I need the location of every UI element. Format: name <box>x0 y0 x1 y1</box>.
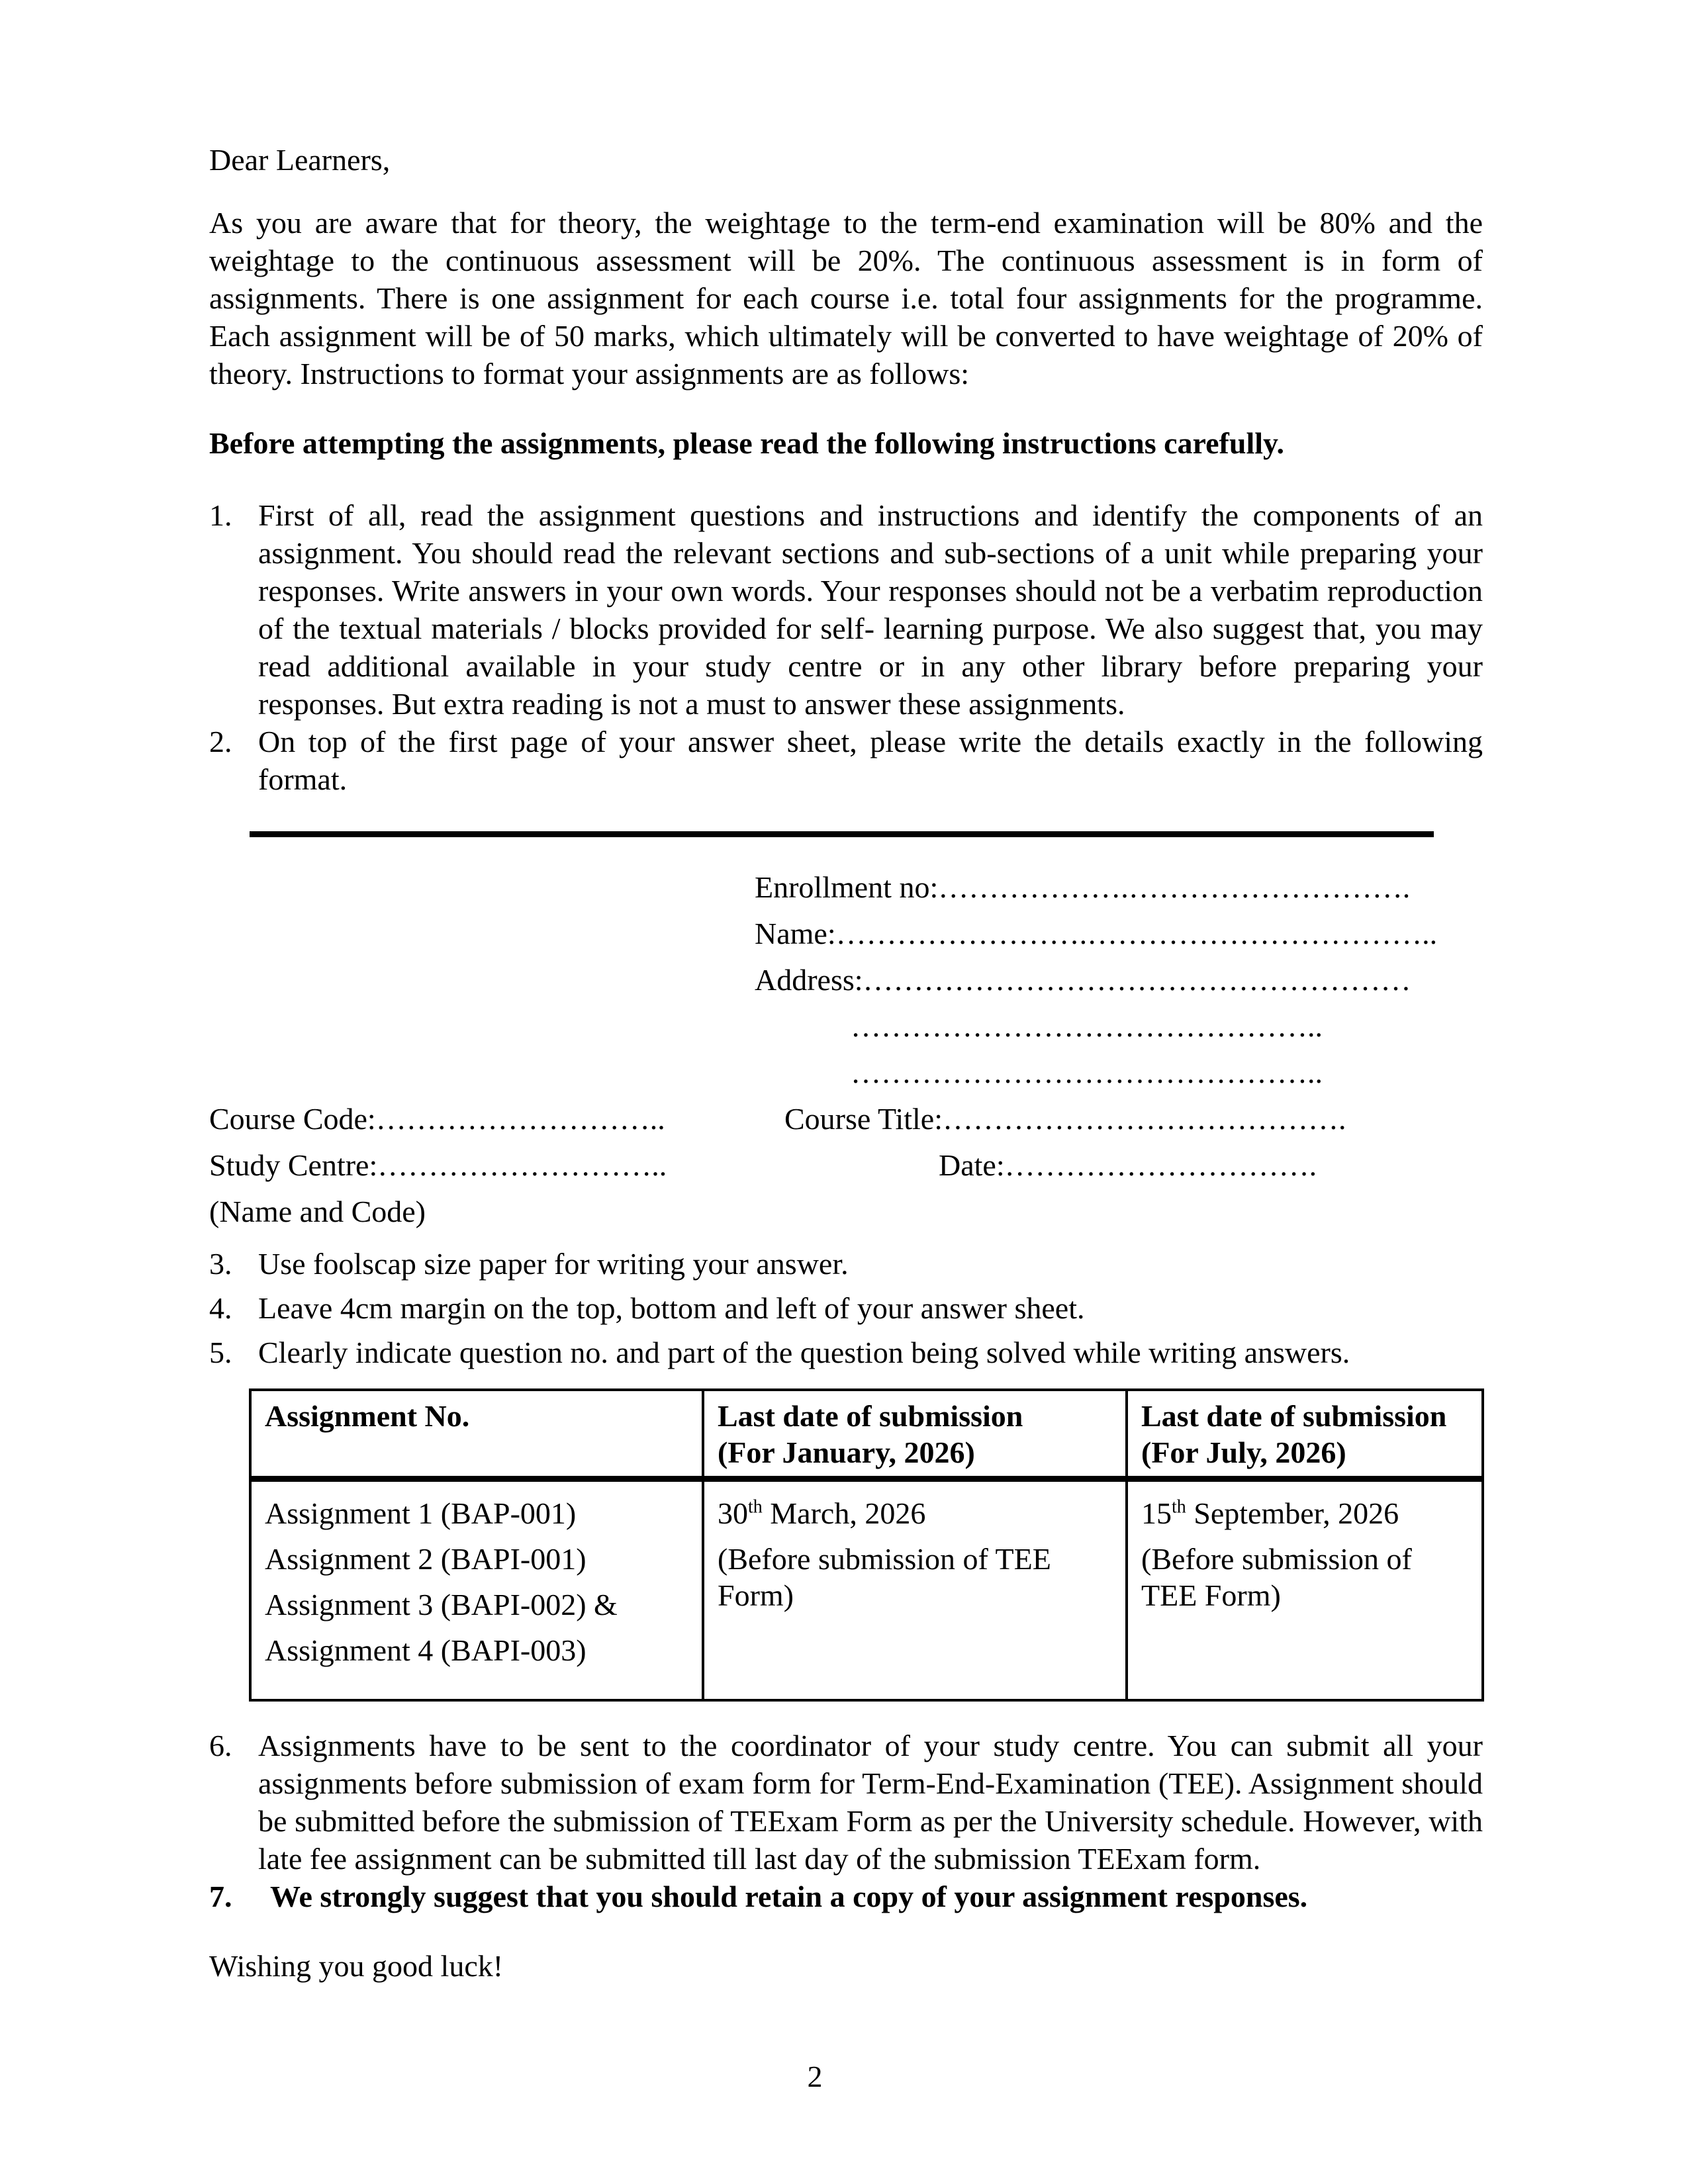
instruction-number-4: 4. <box>209 1291 232 1325</box>
table-header-july <box>1127 1390 1483 1479</box>
course-title-dotted-line: …………………………………. <box>943 1102 1346 1136</box>
january-note-line1: (Before submission of TEE <box>718 1542 1051 1576</box>
table-header-assignment-no <box>250 1390 703 1479</box>
enrollment-no-field <box>755 868 1483 906</box>
course-code-dotted-line: ……………………….. <box>375 1102 665 1136</box>
course-title-label: Course Title: <box>784 1102 943 1136</box>
table-cell-assignments <box>250 1479 703 1701</box>
instruction-item-7 <box>209 1878 1483 1915</box>
instruction-number-1: 1. <box>209 498 232 532</box>
study-centre-dotted-line: ……………………….. <box>377 1148 667 1182</box>
instruction-number-6: 6. <box>209 1729 232 1762</box>
submission-dates-table <box>249 1388 1484 1702</box>
instruction-item-3 <box>209 1245 1483 1283</box>
instruction-text-1: First of all, read the assignment questions and instructions and identify the components of an assignment. You should read the relevant sections and sub-sections of a unit while preparing your responses. Write answers in your own words. Your responses should not be a verbatim reproduction of the textual materials / blocks provided for self- learning purpose. We also suggest that, you may read additional available in your study centre or in any other library before preparing your responses. But extra reading is not a must to answer these assignments. <box>258 498 1483 721</box>
address-dotted-line: ……………………………………………… <box>863 963 1411 997</box>
name-and-code-note: (Name and Code) <box>209 1195 426 1228</box>
table-header-july-line2: (For July, 2026) <box>1141 1435 1346 1469</box>
assignment-2: Assignment 2 (BAPI-001) <box>265 1542 586 1576</box>
july-ordinal-suffix: th <box>1172 1496 1186 1518</box>
address-continuation-line-2: ……………………………………….. <box>851 1056 1323 1089</box>
january-ordinal-suffix: th <box>748 1496 763 1518</box>
january-note-line2: Form) <box>718 1578 794 1612</box>
table-header-january-line1: Last date of submission <box>718 1399 1023 1433</box>
section-divider-line <box>250 831 1434 837</box>
form-right-fields <box>755 868 1483 1091</box>
name-field <box>755 915 1483 952</box>
table-cell-january-date <box>703 1479 1127 1701</box>
instruction-text-5: Clearly indicate question no. and part of the question being solved while writing answers. <box>258 1336 1350 1369</box>
instruction-item-4 <box>209 1289 1483 1327</box>
table-body-row <box>250 1479 1483 1701</box>
enrollment-no-label: Enrollment no: <box>755 870 939 904</box>
table-header-july-line1: Last date of submission <box>1141 1399 1447 1433</box>
instruction-text-4: Leave 4cm margin on the top, bottom and left of your answer sheet. <box>258 1291 1085 1325</box>
answer-sheet-format-block <box>209 868 1483 1230</box>
july-date <box>1141 1495 1471 1531</box>
instruction-number-5: 5. <box>209 1336 232 1369</box>
instruction-item-6 <box>209 1727 1483 1878</box>
name-dotted-line: …………………….…………………………….. <box>835 917 1438 950</box>
study-centre-field <box>209 1148 667 1182</box>
table-header-january-line2: (For January, 2026) <box>718 1435 975 1469</box>
january-date-rest: March, 2026 <box>762 1496 926 1530</box>
date-field <box>939 1146 1317 1184</box>
page-number: 2 <box>807 2060 823 2093</box>
july-note-line2: TEE Form) <box>1141 1578 1281 1612</box>
table-header-january <box>703 1390 1127 1479</box>
january-date <box>718 1495 1115 1531</box>
course-code-field <box>209 1102 665 1136</box>
address-continuation-line-1: ……………………………………….. <box>851 1009 1323 1043</box>
july-day: 15 <box>1141 1496 1172 1530</box>
date-dotted-line: …………………………. <box>1004 1148 1317 1182</box>
instruction-text-7: We strongly suggest that you should retain a copy of your assignment responses. <box>270 1880 1308 1913</box>
course-code-label: Course Code: <box>209 1102 376 1136</box>
instruction-number-2: 2. <box>209 725 232 758</box>
instruction-item-2 <box>209 723 1483 798</box>
address-label: Address: <box>755 963 863 997</box>
table-cell-july-date <box>1127 1479 1483 1701</box>
assignment-4: Assignment 4 (BAPI-003) <box>265 1633 586 1667</box>
instruction-number-3: 3. <box>209 1247 232 1281</box>
instruction-text-6: Assignments have to be sent to the coordinator of your study centre. You can submit all your assignments before submission of exam form for Term-End-Examination (TEE). Assignment should be submitted before the submission of TEExam Form as per the University schedule. However, with late fee assignment can be submitted till last day of the submission TEExam form. <box>258 1729 1483 1876</box>
intro-paragraph: As you are aware that for theory, the weightage to the term-end examination will be 80% and the weightage to the continuous assessment will be 20%. The continuous assessment is in form of assignments. There is one assignment for each course i.e. total four assignments for the programme. Each assignment will be of 50 marks, which ultimately will be converted to have weightage of 20% of theory. Instructions to format your assignments are as follows: <box>209 206 1483 390</box>
course-row <box>209 1100 1483 1138</box>
july-date-rest: September, 2026 <box>1186 1496 1399 1530</box>
address-field <box>755 961 1483 999</box>
table-header-row <box>250 1390 1483 1479</box>
name-label: Name: <box>755 917 836 950</box>
assignment-1: Assignment 1 (BAP-001) <box>265 1496 577 1530</box>
enrollment-no-dotted-line: ……………….………………………. <box>938 870 1411 904</box>
assignment-3: Assignment 3 (BAPI-002) & <box>265 1588 618 1621</box>
instruction-item-5 <box>209 1334 1483 1371</box>
study-centre-row <box>209 1146 1483 1184</box>
course-title-field <box>784 1100 1346 1138</box>
instructions-heading: Before attempting the assignments, please read the following instructions carefully. <box>209 426 1284 460</box>
january-day: 30 <box>718 1496 748 1530</box>
closing-note: Wishing you good luck! <box>209 1949 504 1983</box>
july-note-line1: (Before submission of <box>1141 1542 1412 1576</box>
study-centre-label: Study Centre: <box>209 1148 378 1182</box>
instruction-text-3: Use foolscap size paper for writing your answer. <box>258 1247 849 1281</box>
instruction-item-1 <box>209 496 1483 723</box>
instruction-text-2: On top of the first page of your answer sheet, please write the details exactly in the following format. <box>258 725 1483 796</box>
date-label: Date: <box>939 1148 1005 1182</box>
salutation: Dear Learners, <box>209 143 391 177</box>
table-header-assignment-no-text: Assignment No. <box>265 1399 470 1433</box>
instruction-number-7: 7. <box>209 1880 232 1913</box>
